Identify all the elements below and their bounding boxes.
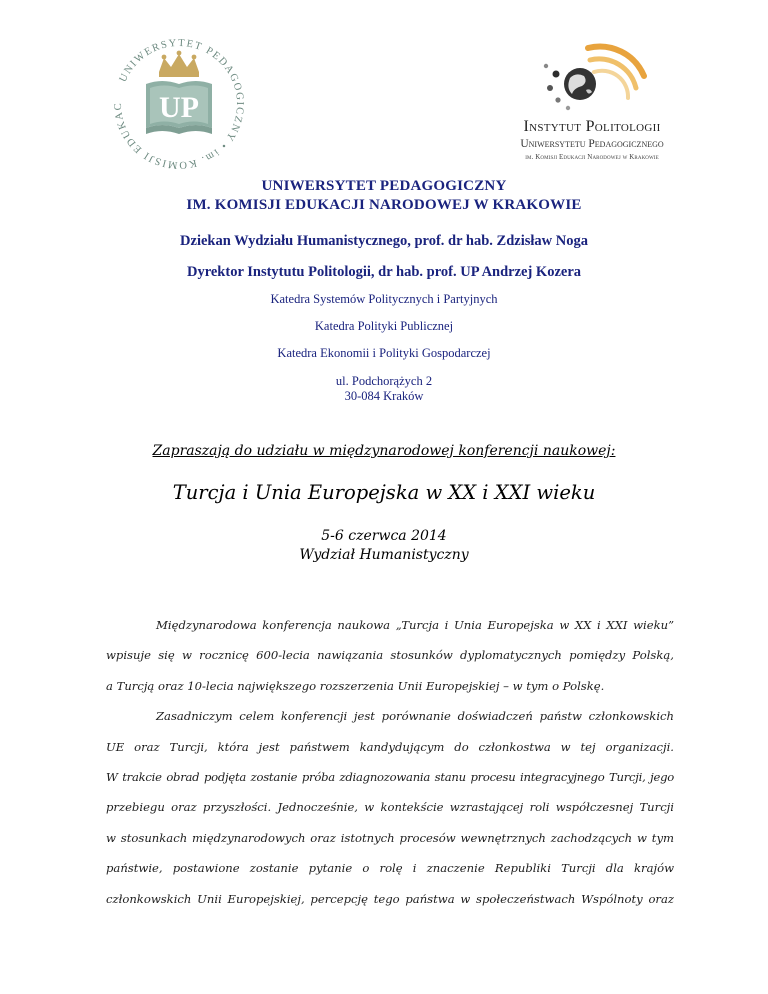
conference-title: Turcja i Unia Europejska w XX i XXI wieku xyxy=(172,481,596,504)
address-street: ul. Podchorążych 2 xyxy=(335,374,433,388)
department-3: Katedra Ekonomii i Polityki Gospodarczej xyxy=(277,346,491,360)
institute-logo xyxy=(498,36,686,164)
crown-icon xyxy=(159,51,199,77)
conference-venue: Wydział Humanistyczny xyxy=(299,547,469,563)
body-line-5: UE oraz Turcji, która jest państwem kandydującym do członkostwa w tej organizacji. xyxy=(106,739,674,754)
body-line-9: państwie, postawione zostanie pytanie o rolę i znaczenie Republiki Turcji dla krajów xyxy=(106,861,674,876)
institute-subtitle-small: im. Komisji Edukacji Narodowej w Krakowie xyxy=(525,153,659,161)
body-line-6: W trakcie obrad podjęta zostanie próba zdiagnozowania stanu procesu integracyjnego Turcji, jego xyxy=(106,770,674,785)
department-1: Katedra Systemów Politycznych i Partyjnych xyxy=(270,292,498,306)
dean-line: Dziekan Wydziału Humanistycznego, prof. dr hab. Zdzisław Noga xyxy=(180,233,588,249)
crown-book-emblem-icon xyxy=(104,28,254,180)
globe-arcs-emblem-icon xyxy=(528,36,658,122)
body-line-10: członkowskich Unii Europejskiej, percepcję tego państwa w społeczeństwach Wspólnoty oraz xyxy=(106,891,674,906)
institute-subtitle: Uniwersytetu Pedagogicznego xyxy=(520,138,664,150)
university-logo xyxy=(104,28,254,180)
university-name-line2: IM. KOMISJI EDUKACJI NARODOWEJ W KRAKOWIE xyxy=(186,197,582,213)
body-line-1: Międzynarodowa konferencja naukowa „Turcja i Unia Europejska w XX i XXI wieku” xyxy=(156,618,674,632)
address-city: 30-084 Kraków xyxy=(344,389,424,403)
director-line: Dyrektor Instytutu Politologii, dr hab. prof. UP Andrzej Kozera xyxy=(186,264,582,280)
body-line-2: wpisuje się w rocznicę 600-lecia nawiązania stosunków dyplomatycznych pomiędzy Polską, xyxy=(106,648,674,663)
body-line-7: przebiegu oraz przyszłości. Jednocześnie, w kontekście wzrastającej roli współczesnej Turcji xyxy=(106,800,674,815)
body-line-4: Zasadniczym celem konferencji jest porównanie doświadczeń państw członkowskich xyxy=(156,709,674,724)
conference-date: 5-6 czerwca 2014 xyxy=(321,528,447,544)
body-line-8: w stosunkach międzynarodowych oraz istotnych procesów wewnętrznych zachodzących w tym xyxy=(106,830,674,845)
up-monogram: UP xyxy=(159,91,199,124)
institute-title: Instytut Politologii xyxy=(523,118,661,135)
seal-ring-text: UNIWERSYTET PEDAGOGICZNY • im. KOMISJI EDUKAC xyxy=(112,37,246,171)
invitation-line: Zapraszają do udziału w międzynarodowej konferencji naukowej: xyxy=(152,443,616,459)
university-name-line1: UNIWERSYTET PEDAGOGICZNY xyxy=(261,178,507,194)
conference-description xyxy=(106,610,674,914)
body-line-3: a Turcją oraz 10-lecia największego rozszerzenia Unii Europejskiej – w tym o Polskę. xyxy=(106,678,605,693)
department-2: Katedra Polityki Publicznej xyxy=(314,319,454,333)
